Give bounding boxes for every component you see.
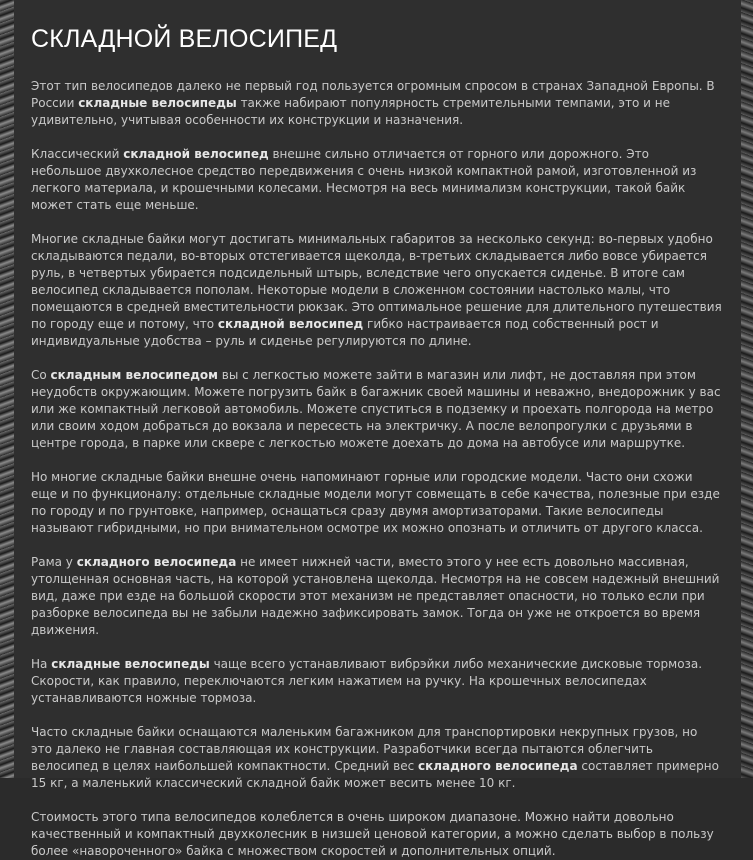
keyword-highlight: складного велосипеда	[418, 759, 578, 773]
paragraph-text: Со	[31, 368, 51, 382]
article-paragraph	[31, 231, 722, 350]
paragraph-text: внешне сильно отличается от горного или дорожного. Это небольшое двухколесное средство передвижения с очень низкой компактной рамой, изготовленной из легкого материала, и крошечными колесами. Несмотря на весь минимализм конструкции, такой байк может стать еще меньше.	[31, 147, 697, 212]
paragraph-text: Классический	[31, 147, 124, 161]
keyword-highlight: складные велосипеды	[78, 96, 237, 110]
paragraph-text: чаще всего устанавливают вибрэйки либо механические дисковые тормоза. Скорости, как правило, переключаются легким нажатием на ручку. На крошечных велосипедах устанавливаются ножные тормоза.	[31, 657, 703, 705]
paragraph-text: Но многие складные байки внешне очень напоминают горные или городские модели. Часто они схожи еще и по функционалу: отдельные складные модели могут совмещать в себе качества, полезные при езде по городу и по грунтовке, например, оснащаться сразу двумя амортизаторами. Такие велосипеды называют гибридными, но при внимательном осмотре их можно опознать и отличить от другого класса.	[31, 470, 720, 535]
keyword-highlight: складные велосипеды	[51, 657, 210, 671]
keyword-highlight: складным велосипедом	[50, 368, 218, 382]
article-panel	[14, 0, 741, 858]
background-texture-right	[741, 0, 753, 778]
article-paragraph	[31, 554, 722, 639]
background-texture-left	[0, 0, 14, 778]
article-paragraph	[31, 367, 722, 452]
keyword-highlight: складного велосипеда	[76, 555, 237, 569]
paragraph-text: Рама у	[31, 555, 77, 569]
article-paragraph	[31, 724, 722, 792]
paragraph-text: Часто складные байки оснащаются маленьким багажником для транспортировки некрупных грузов, но это далеко не главная составляющая их конструкции. Разработчики всегда пытаются облегчить велосипед в целях наибольшей компактности. Средний вес	[31, 725, 698, 773]
paragraph-text: Стоимость этого типа велосипедов колеблется в очень широком диапазоне. Можно найти довольно качественный и компактный двухколесник в низшей ценовой категории, а можно сделать выбор в пользу более «навороченного» байка с множеством скоростей и дополнительных опций.	[31, 810, 714, 858]
paragraph-text: не имеет нижней части, вместо этого у нее есть довольно массивная, утолщенная основная часть, на которой установлена щеколда. Несмотря на не совсем надежный внешний вид, даже при езде на большой скорости этот механизм не представляет опасности, но только если при разборке велосипеда вы не забыли надежно зафиксировать замок. Тогда он уже не откроется во время движения.	[31, 555, 720, 637]
article-paragraph	[31, 809, 722, 860]
article-paragraph	[31, 78, 722, 129]
paragraph-text: составляет примерно 15 кг, а маленький классический складной байк может весить менее 10 кг.	[31, 759, 719, 790]
paragraph-text: также набирают популярность стремительными темпами, это и не удивительно, учитывая особенности их конструкции и назначения.	[31, 96, 670, 127]
article-paragraph	[31, 146, 722, 214]
article-paragraph	[31, 469, 722, 537]
paragraph-text: гибко настраивается под собственный рост и индивидуальные удобства – руль и сиденье регулируются по длине.	[31, 317, 659, 348]
paragraph-text: Многие складные байки могут достигать минимальных габаритов за несколько секунд: во-первых удобно складываются педали, во-вторых отстегивается щеколда, в-третьих складывается либо вовсе убирается руль, в четвертых убирается подсидельный штырь, вследствие чего опускается сиденье. В итоге сам велосипед складывается пополам. Некоторые модели в сложенном состоянии настолько малы, что помещаются в средней вместительности рюкзак. Это оптимальное решение для длительного путешествия по городу еще и потому, что	[31, 232, 722, 331]
paragraph-text: вы с легкостью можете зайти в магазин или лифт, не доставляя при этом неудобств окружающим. Можете погрузить байк в багажник своей машины и неважно, внедорожник у вас или же компактный легковой автомобиль. Можете спуститься в подземку и проехать полгорода на метро или своим ходом добраться до вокзала и пересесть на электричку. А после велопрогулки с друзьями в центре города, в парке или сквере с легкостью можете доехать до дома на автобусе или маршрутке.	[31, 368, 721, 450]
keyword-highlight: складной велосипед	[217, 317, 364, 331]
keyword-highlight: складной велосипед	[123, 147, 269, 161]
paragraph-text: На	[31, 657, 52, 671]
article-title: СКЛАДНОЙ ВЕЛОСИПЕД	[31, 25, 338, 53]
paragraph-text: Этот тип велосипедов далеко не первый год пользуется огромным спросом в странах Западной Европы. В России	[31, 79, 715, 110]
article-paragraph	[31, 656, 722, 707]
